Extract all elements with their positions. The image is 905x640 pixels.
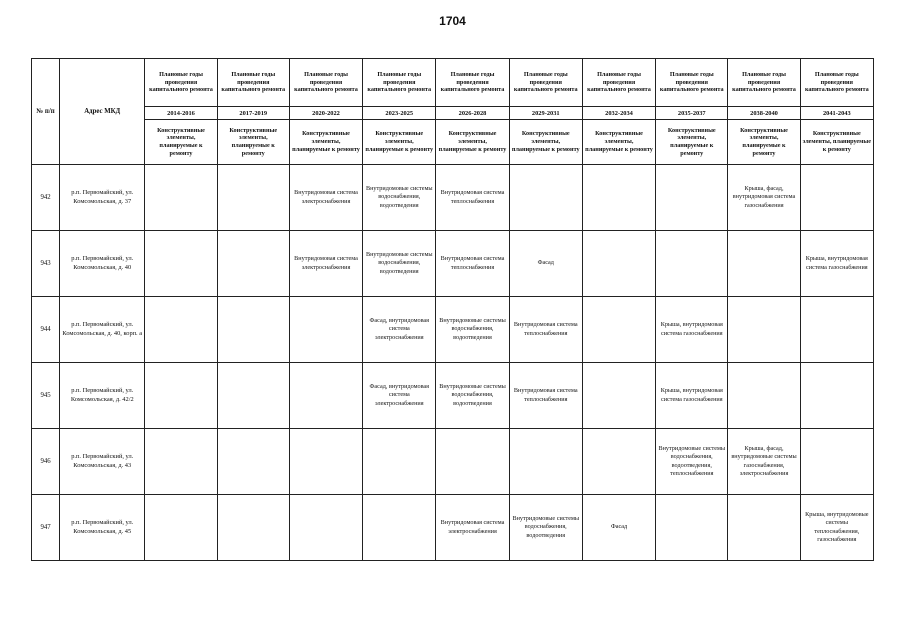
table-cell — [656, 495, 728, 561]
table-cell — [289, 429, 362, 495]
table-cell — [582, 363, 655, 429]
table-cell — [582, 231, 655, 297]
table-cell — [656, 165, 728, 231]
table-cell — [582, 429, 655, 495]
period-years: 2023-2025 — [363, 107, 436, 120]
table-cell: Внутридомовые системы водоснабжения, водоотведения — [363, 165, 436, 231]
table-cell — [289, 363, 362, 429]
period-title: Плановые годы проведения капитального ремонта — [145, 59, 217, 107]
table-cell — [509, 165, 582, 231]
period-years: 2020-2022 — [289, 107, 362, 120]
period-title: Плановые годы проведения капитального ремонта — [656, 59, 728, 107]
table-cell — [582, 297, 655, 363]
table-cell — [800, 297, 873, 363]
table-row — [32, 231, 874, 297]
row-number: 942 — [32, 165, 60, 231]
table-cell: Фасад — [582, 495, 655, 561]
period-title: Плановые годы проведения капитального ремонта — [728, 59, 800, 107]
table-cell: Внутридомовые системы водоснабжения, водоотведения — [436, 363, 509, 429]
table-cell: Внутридомовая система электроснабжения — [436, 495, 509, 561]
period-years: 2014-2016 — [145, 107, 217, 120]
table-cell: Внутридомовая система электроснабжения — [289, 165, 362, 231]
row-address: р.п. Первомайский, ул. Комсомольская, д. 42/2 — [60, 363, 145, 429]
table-cell: Крыша, фасад, внутридомовые системы газоснабжения, электроснабжения — [728, 429, 800, 495]
period-elements-label: Конструктивные элементы, планируемые к ремонту — [289, 120, 362, 165]
period-years: 2035-2037 — [656, 107, 728, 120]
table-cell: Фасад, внутридомовая система электроснабжения — [363, 297, 436, 363]
period-years: 2032-2034 — [582, 107, 655, 120]
row-number: 944 — [32, 297, 60, 363]
period-years: 2029-2031 — [509, 107, 582, 120]
table-cell: Фасад — [509, 231, 582, 297]
row-address: р.п. Первомайский, ул. Комсомольская, д. 45 — [60, 495, 145, 561]
period-elements-label: Конструктивные элементы, планируемые к ремонту — [145, 120, 217, 165]
period-title: Плановые годы проведения капитального ремонта — [582, 59, 655, 107]
period-title: Плановые годы проведения капитального ремонта — [509, 59, 582, 107]
row-address: р.п. Первомайский, ул. Комсомольская, д. 40, корп. а — [60, 297, 145, 363]
table-cell — [217, 429, 289, 495]
table-cell — [363, 495, 436, 561]
row-number: 947 — [32, 495, 60, 561]
table-cell — [289, 495, 362, 561]
table-row — [32, 165, 874, 231]
table-cell — [728, 297, 800, 363]
column-header-number: № п/п — [32, 59, 60, 165]
table-cell — [217, 231, 289, 297]
table-cell — [145, 363, 217, 429]
capital-repair-table — [31, 58, 874, 561]
period-title: Плановые годы проведения капитального ремонта — [363, 59, 436, 107]
table-cell: Внутридомовая система электроснабжения — [289, 231, 362, 297]
table-cell — [436, 429, 509, 495]
page-number: 1704 — [439, 14, 466, 28]
period-elements-label: Конструктивные элементы, планируемые к ремонту — [728, 120, 800, 165]
period-elements-label: Конструктивные элементы, планируемые к ремонту — [582, 120, 655, 165]
table-cell — [145, 165, 217, 231]
period-elements-label: Конструктивные элементы, планируемые к ремонту — [436, 120, 509, 165]
period-elements-label: Конструктивные элементы, планируемые к ремонту — [363, 120, 436, 165]
period-title: Плановые годы проведения капитального ремонта — [217, 59, 289, 107]
row-address: р.п. Первомайский, ул. Комсомольская, д. 40 — [60, 231, 145, 297]
table-cell: Внутридомовые системы водоснабжения, водоотведения — [509, 495, 582, 561]
period-title: Плановые годы проведения капитального ремонта — [436, 59, 509, 107]
period-title: Плановые годы проведения капитального ремонта — [800, 59, 873, 107]
table-cell: Крыша, внутридомовая система газоснабжения — [800, 231, 873, 297]
table-cell: Фасад, внутридомовая система электроснабжения — [363, 363, 436, 429]
column-header-address: Адрес МКД — [60, 59, 145, 165]
table-cell — [217, 297, 289, 363]
period-elements-label: Конструктивные элементы, планируемые к ремонту — [800, 120, 873, 165]
table-cell — [145, 231, 217, 297]
header-row-elements — [32, 120, 874, 165]
table-cell — [217, 495, 289, 561]
table-cell: Внутридомовые системы водоснабжения, водоотведения — [436, 297, 509, 363]
table-cell: Крыша, фасад, внутридомовая система газоснабжения — [728, 165, 800, 231]
row-address: р.п. Первомайский, ул. Комсомольская, д. 37 — [60, 165, 145, 231]
period-years: 2017-2019 — [217, 107, 289, 120]
period-elements-label: Конструктивные элементы, планируемые к ремонту — [217, 120, 289, 165]
table-cell: Внутридомовая система теплоснабжения — [436, 165, 509, 231]
table-cell — [363, 429, 436, 495]
table-cell — [728, 495, 800, 561]
table-cell — [728, 231, 800, 297]
table-cell: Внутридомовая система теплоснабжения — [509, 297, 582, 363]
table-cell — [800, 165, 873, 231]
period-title: Плановые годы проведения капитального ремонта — [289, 59, 362, 107]
period-years: 2041-2043 — [800, 107, 873, 120]
row-number: 945 — [32, 363, 60, 429]
header-row-titles — [32, 59, 874, 107]
table-cell — [800, 429, 873, 495]
table-cell — [509, 429, 582, 495]
table-cell — [217, 363, 289, 429]
table-cell: Внутридомовая система теплоснабжения — [509, 363, 582, 429]
period-years: 2026-2028 — [436, 107, 509, 120]
table-cell: Внутридомовые системы водоснабжения, водоотведения — [363, 231, 436, 297]
table-cell — [217, 165, 289, 231]
table-cell — [800, 363, 873, 429]
table-row — [32, 363, 874, 429]
table-cell — [728, 363, 800, 429]
table-row — [32, 495, 874, 561]
table-row — [32, 297, 874, 363]
table-cell: Крыша, внутридомовая система газоснабжения — [656, 363, 728, 429]
table-cell — [145, 297, 217, 363]
table-cell: Крыша, внутридомовая система газоснабжения — [656, 297, 728, 363]
table-row — [32, 429, 874, 495]
period-years: 2038-2040 — [728, 107, 800, 120]
table-cell: Крыша, внутридомовые системы теплоснабжения, газоснабжения — [800, 495, 873, 561]
table-cell: Внутридомовые системы водоснабжения, водоотведения, теплоснабжения — [656, 429, 728, 495]
table-cell: Внутридомовая система теплоснабжения — [436, 231, 509, 297]
table-cell — [582, 165, 655, 231]
table-cell — [656, 231, 728, 297]
period-elements-label: Конструктивные элементы, планируемые к ремонту — [656, 120, 728, 165]
row-number: 946 — [32, 429, 60, 495]
table-cell — [145, 429, 217, 495]
row-number: 943 — [32, 231, 60, 297]
period-elements-label: Конструктивные элементы, планируемые к ремонту — [509, 120, 582, 165]
table-cell — [289, 297, 362, 363]
header-row-years — [32, 107, 874, 120]
table-cell — [145, 495, 217, 561]
row-address: р.п. Первомайский, ул. Комсомольская, д. 43 — [60, 429, 145, 495]
